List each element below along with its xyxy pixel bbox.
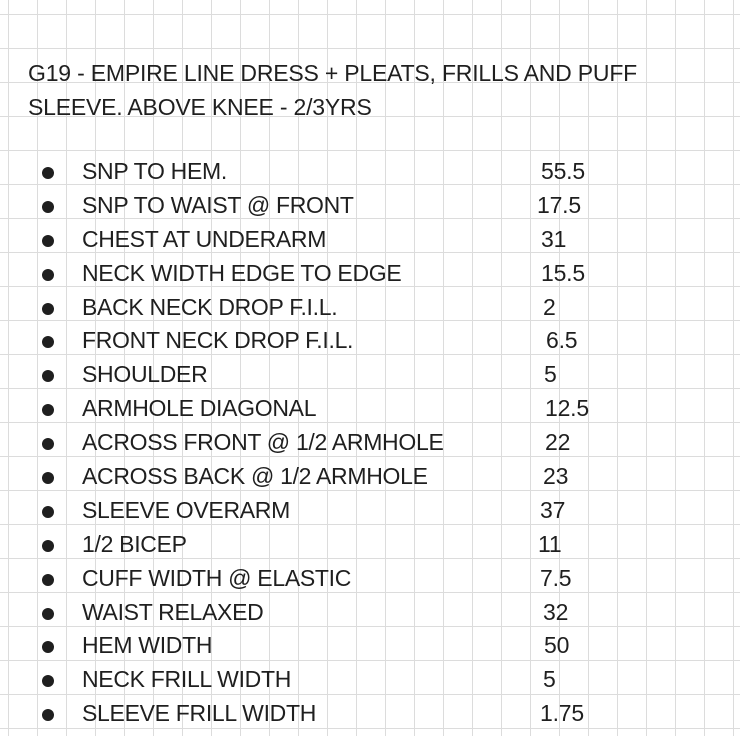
bullet-icon xyxy=(42,641,54,653)
measurement-list xyxy=(0,155,740,731)
measurement-value: 2 xyxy=(543,293,556,320)
measurement-row xyxy=(0,596,740,630)
measurement-label: SLEEVE FRILL WIDTH xyxy=(82,700,317,727)
measurement-value: 50 xyxy=(544,632,570,659)
bullet-icon xyxy=(42,472,54,484)
bullet-icon xyxy=(42,167,54,179)
measurement-label: ACROSS BACK @ 1/2 ARMHOLE xyxy=(82,463,428,490)
title-line-2: SLEEVE. ABOVE KNEE - 2/3YRS xyxy=(28,94,372,120)
measurement-row xyxy=(0,189,740,223)
measurement-row xyxy=(0,291,740,325)
title-line-1: G19 - EMPIRE LINE DRESS + PLEATS, FRILLS AND PUFF xyxy=(28,60,638,86)
measurement-row xyxy=(0,494,740,528)
measurement-row xyxy=(0,426,740,460)
measurement-row xyxy=(0,257,740,291)
measurement-label: NECK WIDTH EDGE TO EDGE xyxy=(82,259,402,286)
measurement-value: 31 xyxy=(541,225,567,252)
bullet-icon xyxy=(42,675,54,687)
measurement-value: 17.5 xyxy=(537,191,581,218)
bullet-icon xyxy=(42,370,54,382)
measurement-label: SNP TO HEM. xyxy=(82,158,227,184)
measurement-value: 22 xyxy=(545,429,571,456)
bullet-icon xyxy=(42,303,54,315)
measurement-row xyxy=(0,663,740,697)
measurement-value: 1.75 xyxy=(540,700,584,727)
measurement-label: HEM WIDTH xyxy=(82,632,213,659)
measurement-row xyxy=(0,155,740,189)
measurement-label: WAIST RELAXED xyxy=(82,598,264,625)
measurement-label: ARMHOLE DIAGONAL xyxy=(82,395,317,422)
measurement-label: FRONT NECK DROP F.I.L. xyxy=(82,327,354,354)
measurement-value: 32 xyxy=(543,598,569,625)
bullet-icon xyxy=(42,336,54,348)
measurement-value: 23 xyxy=(543,463,569,490)
measurement-value: 7.5 xyxy=(540,564,572,591)
measurement-value: 11 xyxy=(538,530,562,557)
measurement-label: NECK FRILL WIDTH xyxy=(82,666,292,693)
bullet-icon xyxy=(42,201,54,213)
measurement-label: CHEST AT UNDERARM xyxy=(82,225,327,252)
measurement-row xyxy=(0,562,740,596)
measurement-value: 55.5 xyxy=(541,158,585,184)
measurement-row xyxy=(0,358,740,392)
measurement-row xyxy=(0,528,740,562)
measurement-row xyxy=(0,324,740,358)
measurement-row xyxy=(0,460,740,494)
bullet-icon xyxy=(42,540,54,552)
measurement-row xyxy=(0,392,740,426)
measurement-label: SHOULDER xyxy=(82,361,208,388)
measurement-label: BACK NECK DROP F.I.L. xyxy=(82,293,338,320)
measurement-row xyxy=(0,629,740,663)
bullet-icon xyxy=(42,574,54,586)
measurement-value: 15.5 xyxy=(541,259,585,286)
measurement-value: 12.5 xyxy=(545,395,589,422)
measurement-label: CUFF WIDTH @ ELASTIC xyxy=(82,564,352,591)
measurement-value: 6.5 xyxy=(546,327,578,354)
measurement-label: ACROSS FRONT @ 1/2 ARMHOLE xyxy=(82,429,444,456)
measurement-label: 1/2 BICEP xyxy=(82,530,187,557)
bullet-icon xyxy=(42,506,54,518)
measurement-row xyxy=(0,223,740,257)
measurement-value: 37 xyxy=(540,496,566,523)
bullet-icon xyxy=(42,235,54,247)
measurement-row xyxy=(0,697,740,731)
bullet-icon xyxy=(42,438,54,450)
measurement-label: SNP TO WAIST @ FRONT xyxy=(82,191,354,218)
document-title xyxy=(28,56,718,124)
bullet-icon xyxy=(42,404,54,416)
bullet-icon xyxy=(42,269,54,281)
measurement-label: SLEEVE OVERARM xyxy=(82,496,290,523)
bullet-icon xyxy=(42,709,54,721)
measurement-value: 5 xyxy=(543,666,556,693)
bullet-icon xyxy=(42,608,54,620)
measurement-value: 5 xyxy=(544,361,557,388)
